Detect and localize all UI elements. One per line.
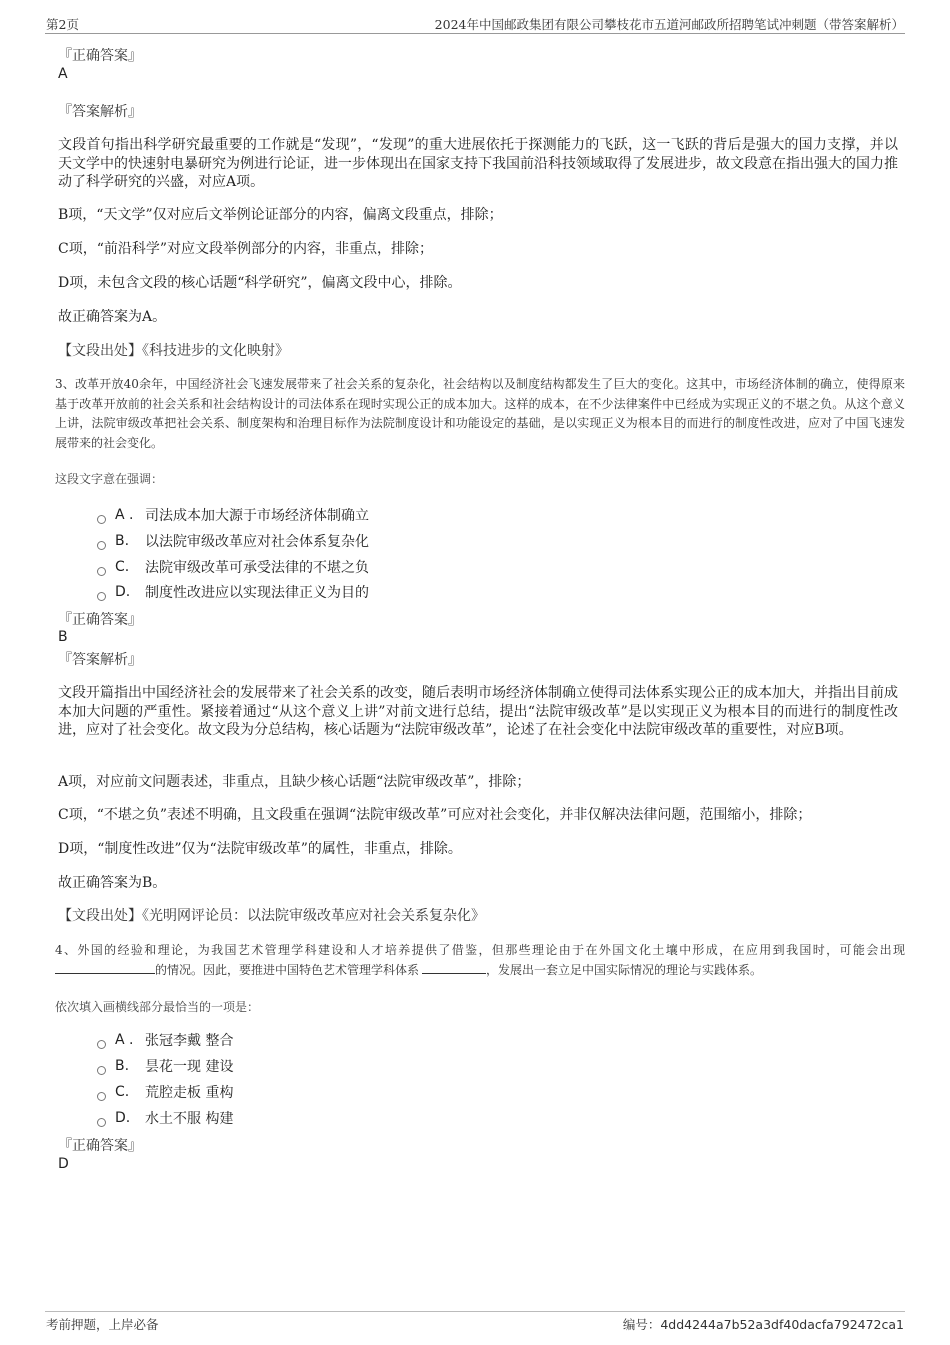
radio-button-icon[interactable] [97, 1066, 106, 1075]
option-text: 昙花一现 建设 [145, 1059, 234, 1075]
answer-label: 『正确答案』 [58, 48, 142, 64]
option-text: 司法成本加大源于市场经济体制确立 [145, 508, 369, 524]
analysis-label: 『答案解析』 [58, 104, 142, 120]
document-code [623, 1315, 904, 1333]
option-text: 水土不服 构建 [145, 1111, 234, 1127]
document-code-value: 4dd4244a7b52a3df40dacfa792472ca1 [660, 1317, 904, 1332]
fill-blank [422, 961, 486, 974]
question-text-part: ，发展出一套立足中国实际情况的理论与实践体系。 [486, 962, 763, 977]
question-prompt: 依次填入画横线部分最恰当的一项是： [55, 1000, 260, 1014]
option-text: 荒腔走板 重构 [145, 1085, 234, 1101]
option-b[interactable] [97, 1056, 233, 1076]
analysis-conclusion: 故正确答案为A。 [58, 309, 167, 325]
radio-button-icon[interactable] [97, 1118, 106, 1127]
question-text-part: 的情况。因此，要推进中国特色艺术管理学科体系 [155, 962, 420, 977]
option-label: B. [115, 1058, 130, 1074]
answer-value: D [58, 1156, 69, 1172]
document-title: 2024年中国邮政集团有限公司攀枝花市五道河邮政所招聘笔试冲刺题（带答案解析） [434, 17, 904, 32]
option-text: 张冠李戴 整合 [145, 1033, 234, 1049]
analysis-paragraph: D项，“制度性改进”仅为“法院审级改革”的属性，非重点，排除。 [58, 841, 462, 857]
option-label: C. [115, 559, 130, 575]
analysis-paragraph: B项，“天文学”仅对应后文举例论证部分的内容，偏离文段重点，排除； [58, 207, 503, 223]
question-text-part: 4、外国的经验和理论，为我国艺术管理学科建设和人才培养提供了借鉴，但那些理论由于在外国文化土壤中形成，在应用到我国时，可能会出现 [55, 943, 905, 957]
radio-button-icon[interactable] [97, 592, 106, 601]
source-citation: 【文段出处】《科技进步的文化映射》 [58, 343, 289, 359]
option-a[interactable] [97, 505, 369, 525]
radio-button-icon[interactable] [97, 1040, 106, 1049]
radio-button-icon[interactable] [97, 515, 106, 524]
analysis-paragraph: C项，“不堪之负”表述不明确，且文段重在强调“法院审级改革”可应对社会变化，并非仅解决法律问题，范围缩小，排除； [58, 807, 812, 823]
question-text [55, 941, 905, 980]
analysis-paragraph: C项，“前沿科学”对应文段举例部分的内容，非重点，排除； [58, 241, 434, 257]
option-d[interactable] [97, 582, 369, 602]
radio-button-icon[interactable] [97, 567, 106, 576]
option-label: D. [115, 1110, 131, 1126]
option-label: D. [115, 584, 131, 600]
footer-divider [45, 1311, 905, 1312]
option-text: 制度性改进应以实现法律正义为目的 [145, 585, 369, 601]
source-citation: 【文段出处】《光明网评论员：以法院审级改革应对社会关系复杂化》 [58, 908, 485, 924]
analysis-label: 『答案解析』 [58, 652, 142, 668]
answer-value: B [58, 629, 68, 645]
option-b[interactable] [97, 531, 369, 551]
option-label: C. [115, 1084, 130, 1100]
option-text: 法院审级改革可承受法律的不堪之负 [145, 560, 369, 576]
option-label: B. [115, 533, 130, 549]
analysis-paragraph: D项，未包含文段的核心话题“科学研究”，偏离文段中心，排除。 [58, 275, 462, 291]
answer-label: 『正确答案』 [58, 1138, 142, 1154]
header-divider [45, 33, 905, 34]
answer-label: 『正确答案』 [58, 612, 142, 628]
question-prompt: 这段文字意在强调： [55, 472, 164, 486]
fill-blank [55, 961, 155, 974]
option-text: 以法院审级改革应对社会体系复杂化 [145, 534, 369, 550]
document-code-label: 编号： [622, 1317, 661, 1332]
option-d[interactable] [97, 1108, 233, 1128]
option-c[interactable] [97, 1082, 233, 1102]
radio-button-icon[interactable] [97, 1092, 106, 1101]
page-number: 第2页 [46, 17, 79, 32]
answer-value: A [58, 66, 68, 82]
analysis-paragraph: A项，对应前文问题表述，非重点，且缺少核心话题“法院审级改革”，排除； [58, 774, 531, 790]
option-a[interactable] [97, 1030, 233, 1050]
question-text: 3、改革开放40余年，中国经济社会飞速发展带来了社会关系的复杂化，社会结构以及制度结构都发生了巨大的变化。这其中，市场经济体制的确立，使得原来基于改革开放前的社会关系和社会结构设计的司法体系在现时实现公正的成本加大。这样的成本，在不少法律案件中已经成为实现正义的不堪之负。从这个意义上讲，法院审级改革把社会关系、制度架构和治理目标作为法院制度设计和功能设定的基础，是以实现正义为根本目的而进行的制度性改进，应对了中国飞速发展带来的社会变化。 [55, 377, 905, 450]
option-label: A . [115, 1032, 134, 1048]
footer-slogan: 考前押题，上岸必备 [46, 1317, 159, 1332]
analysis-paragraph: 文段开篇指出中国经济社会的发展带来了社会关系的改变，随后表明市场经济体制确立使得司法体系实现公正的成本加大，并指出目前成本加大问题的严重性。紧接着通过“从这个意义上讲”对前文进行总结，提出“法院审级改革”是以实现正义为根本目的而进行的制度性改进，应对了社会变化。故文段为分总结构，核心话题为“法院审级改革”，论述了在社会变化中法院审级改革的重要性，对应B项。 [58, 685, 898, 738]
option-c[interactable] [97, 557, 369, 577]
analysis-paragraph: 文段首句指出科学研究最重要的工作就是“发现”，“发现”的重大进展依托于探测能力的飞跃，这一飞跃的背后是强大的国力支撑，并以天文学中的快速射电暴研究为例进行论证，进一步体现出在国家支持下我国前沿科技领域取得了发展进步，故文段意在指出强大的国力推动了科学研究的兴盛，对应A项。 [58, 137, 898, 190]
radio-button-icon[interactable] [97, 541, 106, 550]
analysis-conclusion: 故正确答案为B。 [58, 875, 167, 891]
option-label: A . [115, 507, 134, 523]
